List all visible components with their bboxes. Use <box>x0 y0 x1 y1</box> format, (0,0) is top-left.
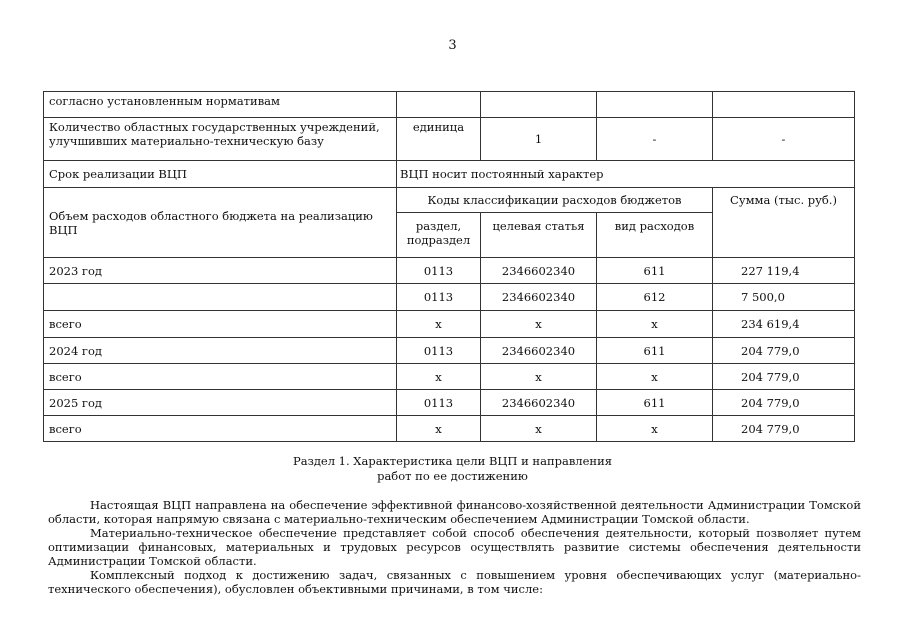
row-label: 2024 год <box>44 338 397 364</box>
row-sum: 204 779,0 <box>713 390 855 416</box>
codes-header: Коды классификации расходов бюджетов <box>397 188 713 213</box>
row-institutions-value-2024: - <box>597 118 713 161</box>
section-heading-line-1: Раздел 1. Характеристика цели ВЦП и направления <box>292 454 613 468</box>
row-norms-label: согласно установленным нормативам <box>44 92 397 118</box>
row-target: 2346602340 <box>481 258 597 284</box>
paragraph: Комплексный подход к достижению задач, связанных с повышением уровня обеспечивающих услуг (материально-технического обеспечения), обусловлен объективными причинами, в том числе: <box>48 568 861 596</box>
paragraph: Материально-техническое обеспечение представляет собой способ обеспечения деятельности, который позволяет путем оптимизации финансовых, материальных и трудовых ресурсов осуществлять развитие системы обеспечения деятельности Администрации Томской области. <box>48 526 861 568</box>
row-type: 611 <box>597 338 713 364</box>
row-term-value: ВЦП носит постоянный характер <box>397 161 855 188</box>
row-label <box>44 284 397 311</box>
row-section: х <box>397 416 481 442</box>
body-text <box>48 498 861 596</box>
row-sum: 227 119,4 <box>713 258 855 284</box>
row-sum: 7 500,0 <box>713 284 855 311</box>
table-header-row <box>44 188 855 213</box>
row-label: всего <box>44 311 397 338</box>
row-type: х <box>597 416 713 442</box>
target-column-header: целевая статья <box>481 213 597 258</box>
row-sum: 204 779,0 <box>713 338 855 364</box>
row-label: 2025 год <box>44 390 397 416</box>
budget-table <box>43 91 855 442</box>
row-institutions-value-2025: - <box>713 118 855 161</box>
section-heading <box>0 454 905 484</box>
expenses-label: Объем расходов областного бюджета на реализацию ВЦП <box>44 188 397 258</box>
table-cell <box>481 92 597 118</box>
row-label: 2023 год <box>44 258 397 284</box>
row-sum: 234 619,4 <box>713 311 855 338</box>
row-type: х <box>597 364 713 390</box>
table-cell <box>713 92 855 118</box>
row-institutions-value-2023: 1 <box>481 118 597 161</box>
section-heading-line-2: работ по ее достижению <box>377 469 528 483</box>
row-type: 612 <box>597 284 713 311</box>
row-section: 0113 <box>397 258 481 284</box>
table-row <box>44 364 855 390</box>
row-type: 611 <box>597 390 713 416</box>
page-number: 3 <box>448 38 457 53</box>
row-type: 611 <box>597 258 713 284</box>
row-target: 2346602340 <box>481 284 597 311</box>
table-row <box>44 284 855 311</box>
paragraph: Настоящая ВЦП направлена на обеспечение эффективной финансово-хозяйственной деятельности Администрации Томской области, которая напрямую связана с материально-техническим обеспечением Администрации Томской области. <box>48 498 861 526</box>
row-target: х <box>481 416 597 442</box>
row-label: всего <box>44 364 397 390</box>
table-row <box>44 338 855 364</box>
row-sum: 204 779,0 <box>713 416 855 442</box>
row-section: х <box>397 364 481 390</box>
table-cell <box>597 92 713 118</box>
row-target: 2346602340 <box>481 390 597 416</box>
table-row-institutions <box>44 118 855 161</box>
row-sum: 204 779,0 <box>713 364 855 390</box>
table-row <box>44 311 855 338</box>
table-row-term <box>44 161 855 188</box>
row-section: 0113 <box>397 338 481 364</box>
row-target: х <box>481 311 597 338</box>
table-row <box>44 416 855 442</box>
row-target: 2346602340 <box>481 338 597 364</box>
type-column-header: вид расходов <box>597 213 713 258</box>
row-label: всего <box>44 416 397 442</box>
table-cell <box>397 92 481 118</box>
table-row-norms <box>44 92 855 118</box>
table-row <box>44 258 855 284</box>
row-target: х <box>481 364 597 390</box>
row-type: х <box>597 311 713 338</box>
row-section: 0113 <box>397 390 481 416</box>
row-section: х <box>397 311 481 338</box>
row-institutions-label: Количество областных государственных учреждений, улучшивших материально-техническую базу <box>44 118 397 161</box>
table-row <box>44 390 855 416</box>
row-term-label: Срок реализации ВЦП <box>44 161 397 188</box>
row-section: 0113 <box>397 284 481 311</box>
sum-header: Сумма (тыс. руб.) <box>713 188 855 258</box>
section-column-header: раздел, подраздел <box>397 213 481 258</box>
row-institutions-unit: единица <box>397 118 481 161</box>
